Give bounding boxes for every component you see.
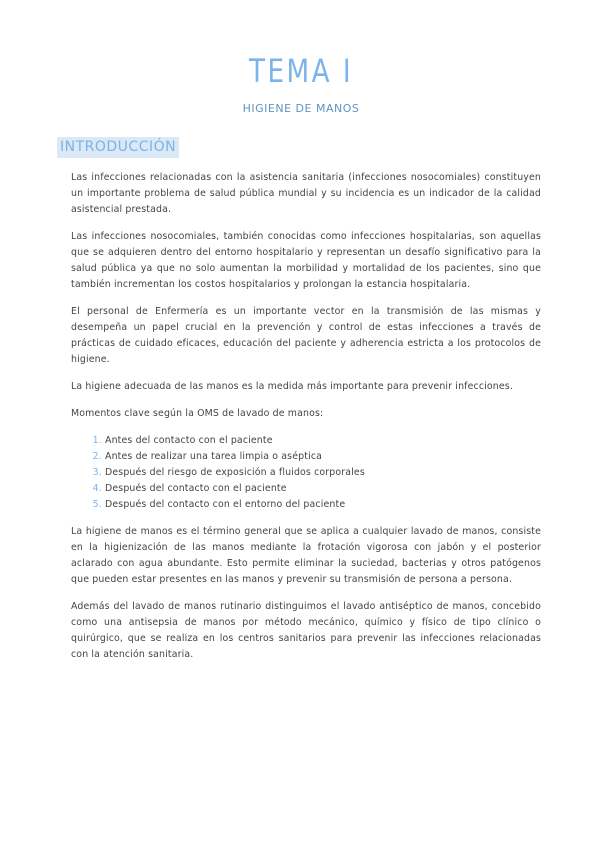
paragraph: Las infecciones relacionadas con la asistencia sanitaria (infecciones nosocomiales) constituyen un importante problema de salud pública mundial y su incidencia es un indicador de la calidad asistencial prestada. <box>71 172 541 215</box>
page-subtitle: HIGIENE DE MANOS <box>242 102 360 115</box>
key-moments-list <box>71 433 541 513</box>
page-title: TEMA I <box>248 52 354 90</box>
list-item: 4. Después del contacto con el paciente <box>105 481 541 497</box>
paragraph: El personal de Enfermería es un importante vector en la transmisión de las mismas y desempeña un papel crucial en la prevención y control de estas infecciones a través de prácticas de cuidado eficaces, educación del paciente y adherencia estricta a los protocolos de higiene. <box>71 306 541 365</box>
list-item: 3. Después del riesgo de exposición a fluidos corporales <box>105 465 541 481</box>
list-item: 5. Después del contacto con el entorno del paciente <box>105 497 541 513</box>
list-item: 2. Antes de realizar una tarea limpia o aséptica <box>105 449 541 465</box>
paragraph: La higiene de manos es el término general que se aplica a cualquier lavado de manos, consiste en la higienización de las manos mediante la frotación vigorosa con jabón y el posterior aclarado con agua abundante. Esto permite eliminar la suciedad, bacterias y otros patógenos que pueden estar presentes en las manos y prevenir su transmisión de persona a persona. <box>71 526 541 585</box>
paragraph: Las infecciones nosocomiales, también conocidas como infecciones hospitalarias, son aquellas que se adquieren dentro del entorno hospitalario y representan un desafío significativo para la salud pública ya que no solo aumentan la morbilidad y mortalidad de los pacientes, sino que también incrementan los costos hospitalarios y prolongan la estancia hospitalaria. <box>71 231 541 290</box>
section-heading: INTRODUCCIÓN <box>57 137 179 158</box>
paragraph: La higiene adecuada de las manos es la medida más importante para prevenir infecciones. <box>71 381 513 392</box>
list-item: 1. Antes del contacto con el paciente <box>105 433 541 449</box>
list-intro: Momentos clave según la OMS de lavado de manos: <box>71 408 324 419</box>
section-body <box>57 170 545 663</box>
paragraph: Además del lavado de manos rutinario distinguimos el lavado antiséptico de manos, concebido como una antisepsia de manos por método mecánico, químico y físico de tipo clínico o quirúrgico, que se realiza en los centros sanitarios para prevenir las infecciones relacionadas con la atención sanitaria. <box>71 601 541 660</box>
